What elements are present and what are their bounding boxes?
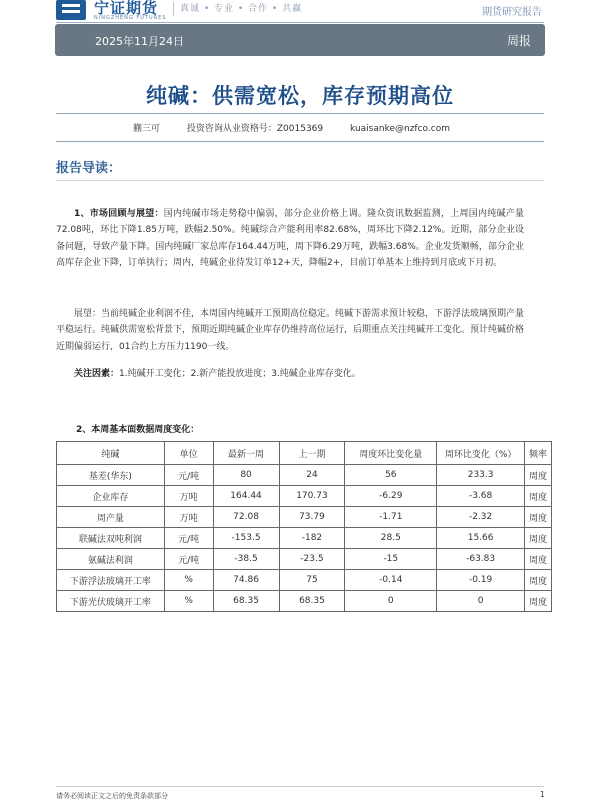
table-row [57, 570, 552, 591]
table-cell: -1.71 [345, 507, 437, 528]
section2-heading: 2、本周基本面数据周度变化： [76, 425, 200, 435]
title-divider [56, 113, 544, 114]
report-type-label: 期货研究报告 [482, 7, 542, 18]
table-cell: 164.44 [213, 486, 279, 507]
table-cell: 75 [279, 570, 345, 591]
table-cell: 周度 [525, 570, 552, 591]
market-review-paragraph [56, 206, 524, 271]
table-header-cell: 最新一周 [213, 442, 279, 465]
table-cell: 周度 [525, 465, 552, 486]
author-email[interactable]: kuaisanke@nzfco.com [350, 124, 450, 134]
date-banner [55, 24, 545, 56]
footer-disclaimer: 请务必阅读正文之后的免责条款部分 [56, 792, 168, 800]
table-cell: 0 [437, 591, 525, 612]
table-cell: -182 [279, 528, 345, 549]
table-cell: % [164, 570, 213, 591]
header-separator [173, 2, 174, 16]
table-cell: -0.14 [345, 570, 437, 591]
page-number: 1 [539, 790, 545, 799]
focus-paragraph [56, 366, 524, 382]
author-info [133, 121, 474, 134]
table-cell: 企业库存 [57, 486, 165, 507]
table-cell: -23.5 [279, 549, 345, 570]
table-cell: -0.19 [437, 570, 525, 591]
company-logo [56, 0, 176, 22]
guide-divider [56, 180, 544, 181]
table-cell: -38.5 [213, 549, 279, 570]
table-cell: 0 [345, 591, 437, 612]
focus-text: 1.纯碱开工变化；2.新产能投放进度；3.纯碱企业库存变化。 [119, 369, 361, 379]
table-cell: 24 [279, 465, 345, 486]
table-cell: 周度 [525, 549, 552, 570]
author-divider [56, 141, 544, 142]
table-cell: 元/吨 [164, 528, 213, 549]
table-cell: 68.35 [279, 591, 345, 612]
table-cell: -6.29 [345, 486, 437, 507]
focus-label: 关注因素： [74, 369, 120, 379]
table-cell: -15 [345, 549, 437, 570]
table-cell: 下游光伏玻璃开工率 [57, 591, 165, 612]
table-cell: 元/吨 [164, 465, 213, 486]
table-cell: 73.79 [279, 507, 345, 528]
table-cell: -3.68 [437, 486, 525, 507]
slogan: 真诚 • 专业 • 合作 • 共赢 [180, 4, 303, 14]
outlook-paragraph [56, 306, 524, 355]
table-cell: 周度 [525, 591, 552, 612]
table-row [57, 507, 552, 528]
table-cell: 万吨 [164, 486, 213, 507]
table-cell: 68.35 [213, 591, 279, 612]
guide-heading: 报告导读： [56, 161, 122, 176]
table-cell: 周产量 [57, 507, 165, 528]
table-cell: 170.73 [279, 486, 345, 507]
table-cell: 联碱法双吨利润 [57, 528, 165, 549]
author-name: 蒯三可 [133, 124, 161, 134]
outlook-text: 展望：当前纯碱企业利润不佳，本周国内纯碱开工预期高位稳定。纯碱下游需求预计较稳，下游浮法玻璃预期产量平稳运行。纯碱供需宽松背景下，预期近期纯碱企业库存仍维持高位运行，后期重点关注纯碱开工变化。预计纯碱价格近期偏弱运行，01合约上方压力1190一线。 [56, 309, 525, 352]
table-cell: % [164, 591, 213, 612]
table-cell: 80 [213, 465, 279, 486]
table-header-cell: 纯碱 [57, 442, 165, 465]
table-cell: 周度 [525, 486, 552, 507]
table-cell: 28.5 [345, 528, 437, 549]
table-cell: 元/吨 [164, 549, 213, 570]
footer-divider [56, 786, 544, 787]
table-cell: 周度 [525, 528, 552, 549]
table-cell: 下游浮法玻璃开工率 [57, 570, 165, 591]
table-row [57, 591, 552, 612]
table-header-row [57, 442, 552, 465]
table-row [57, 465, 552, 486]
table-header-cell: 周度环比变化量 [345, 442, 437, 465]
table-cell: 72.08 [213, 507, 279, 528]
table-header-cell: 单位 [164, 442, 213, 465]
logo-abbr: NFC [57, 15, 71, 22]
report-date: 2025年11月24日 [95, 35, 184, 48]
table-header-cell: 周环比变化（%） [437, 442, 525, 465]
table-cell: 233.3 [437, 465, 525, 486]
author-qualification: 投资咨询从业资格号：Z0015369 [186, 124, 324, 134]
market-review-text: 国内纯碱市场走势稳中偏弱，部分企业价格上调。隆众资讯数据监测，上周国内纯碱产量72.08吨，环比下降1.85万吨，跌幅2.50%。纯碱综合产能利用率82.68%，周环比下降2.12%。近期，部分企业设备问题，导致产量下降。国内纯碱厂家总库存164.44万吨，周下降6.29万吨，跌幅3.68%。企业发货顺畅，部分企业高库存企业下降，订单执行；周内，纯碱企业待发订单12+天，降幅2+，目前订单基本上维持到月底或下月初。 [56, 209, 524, 268]
table-row [57, 486, 552, 507]
logo-name: 宁证期货 [94, 0, 159, 17]
table-cell: 周度 [525, 507, 552, 528]
table-cell: 基差(华东) [57, 465, 165, 486]
report-title: 纯碱：供需宽松，库存预期高位 [146, 84, 454, 108]
fundamentals-table [56, 441, 552, 612]
logo-english: NINGZHENG FUTURES [94, 15, 167, 21]
market-review-label: 1、市场回顾与展望： [74, 209, 164, 219]
table-header-cell: 频率 [525, 442, 552, 465]
table-cell: -2.32 [437, 507, 525, 528]
table-row [57, 528, 552, 549]
table-header-cell: 上一期 [279, 442, 345, 465]
table-cell: 56 [345, 465, 437, 486]
table-cell: -153.5 [213, 528, 279, 549]
header-divider [56, 22, 544, 23]
report-period: 周报 [506, 34, 531, 48]
table-cell: 15.66 [437, 528, 525, 549]
table-row [57, 549, 552, 570]
table-cell: -63.83 [437, 549, 525, 570]
table-cell: 氨碱法利润 [57, 549, 165, 570]
table-cell: 万吨 [164, 507, 213, 528]
table-cell: 74.86 [213, 570, 279, 591]
